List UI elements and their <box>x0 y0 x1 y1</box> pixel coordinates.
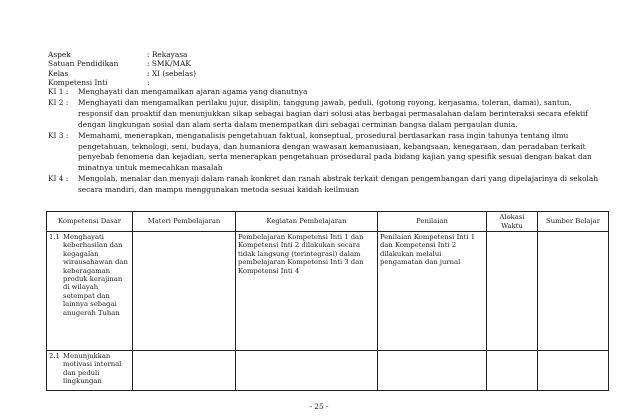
syllabus-identity <box>48 50 608 87</box>
cell-sumber <box>538 232 609 351</box>
table-row <box>47 351 609 391</box>
ki-item <box>48 131 608 175</box>
cell-materi <box>133 232 236 351</box>
meta-value: : XI (sebelas) <box>147 68 196 78</box>
meta-row <box>48 59 608 68</box>
header-alokasi-waktu: Alokasi Waktu <box>487 212 538 232</box>
ki-text: Memahami, menerapkan, menganalisis pengetahuan faktual, konseptual, prosedural berdasarkan rasa ingin tahunya tentang ilmu pengetahuan, teknologi, seni, budaya, dan humaniora dengan wawasan kemanusiaan, kebangsaan, kenegaraan, dan peradaban terkait penyebab fenomena dan kejadian, serta menerapkan pengetahuan prosedural pada bidang kajian yang spesifik sesuai dengan bakat dan minatnya untuk memecahkan masalah <box>78 130 592 173</box>
meta-value: : Rekayasa <box>147 50 188 59</box>
meta-label: Kelas <box>48 68 69 78</box>
ki-text: Menghayati dan mengamalkan ajaran agama yang dianutnya <box>78 87 308 96</box>
ki-text: Mengolah, menalar dan menyaji dalam ranah konkret dan ranah abstrak terkait dengan pengembangan dari yang dipelajarinya di sekolah secara mandiri, dan mampu menggunakan metoda sesuai kaidah keilmuan <box>78 174 599 195</box>
page-number: - 25 - <box>309 402 329 411</box>
cell-alokasi <box>487 351 538 391</box>
kd-text: Menghayati keberhasilan dan kegagalan wirausahawan dan keberagaman produk kerajinan di wilayah setempat dan lainnya sebagai anugerah Tuhan <box>63 233 128 317</box>
kd-number: 2.1 <box>49 352 60 360</box>
header-sumber-belajar: Sumber Belajar <box>538 212 609 232</box>
cell-kegiatan <box>236 351 378 391</box>
cell-kompetensi-dasar <box>47 232 133 351</box>
kompetensi-inti-list <box>48 87 608 196</box>
meta-value: : <box>147 77 150 87</box>
cell-kegiatan: Pembelajaran Kompetensi Inti 1 dan Kompetensi Inti 2 dilakukan secara tidak langsung (terintegrasi) dalam pembelajaran Kompetensi Inti 3 dan Kompetensi Inti 4 <box>236 232 378 351</box>
kd-number: 1.1 <box>49 233 60 241</box>
ki-item <box>48 87 608 98</box>
cell-alokasi <box>487 232 538 351</box>
meta-row <box>48 69 608 78</box>
cell-penilaian <box>378 351 487 391</box>
header-penilaian: Penilaian <box>378 212 487 232</box>
meta-label: Satuan Pendidikan <box>48 59 119 69</box>
ki-item <box>48 98 608 131</box>
ki-item <box>48 174 608 196</box>
cell-materi <box>133 351 236 391</box>
table-header-row <box>47 212 609 232</box>
ki-label: KI 3 : <box>48 130 69 140</box>
meta-label: Kompetensi Inti <box>48 77 108 87</box>
meta-label: Aspek <box>48 50 71 59</box>
meta-value: : SMK/MAK <box>147 59 191 69</box>
cell-penilaian: Penilaian Kompetensi Inti 1 dan Kompetensi Inti 2 dilakukan melalui pengamatan dan jurnal <box>378 232 487 351</box>
cell-kompetensi-dasar <box>47 351 133 391</box>
cell-sumber <box>538 351 609 391</box>
header-materi: Materi Pembelajaran <box>133 212 236 232</box>
ki-text: Menghayati dan mengamalkan perilaku jujur, disiplin, tanggung jawab, peduli, (gotong royong, kerjasama, toleran, damai), santun, responsif dan proaktif dan menunjukkan sikap sebagai bagian dari solusi atas berbagai permasalahan dalam berinteraksi secara efektif dengan lingkungan sosial dan alam serta dalam menempatkan diri sebagai cerminan bangsa dalam pergaulan dunia. <box>78 97 589 129</box>
ki-label: KI 2 : <box>48 97 69 107</box>
header-kompetensi-dasar: Kompetensi Dasar <box>47 212 133 232</box>
meta-row <box>48 78 608 87</box>
table-row <box>47 232 609 351</box>
syllabus-table <box>46 211 609 391</box>
ki-label: KI 1 : <box>48 87 69 96</box>
meta-row <box>48 50 608 59</box>
ki-label: KI 4 : <box>48 174 69 184</box>
kd-text: Menunjukkan motivasi internal dan peduli lingkungan <box>63 352 122 386</box>
header-kegiatan: Kegiatan Pembelajaran <box>236 212 378 232</box>
